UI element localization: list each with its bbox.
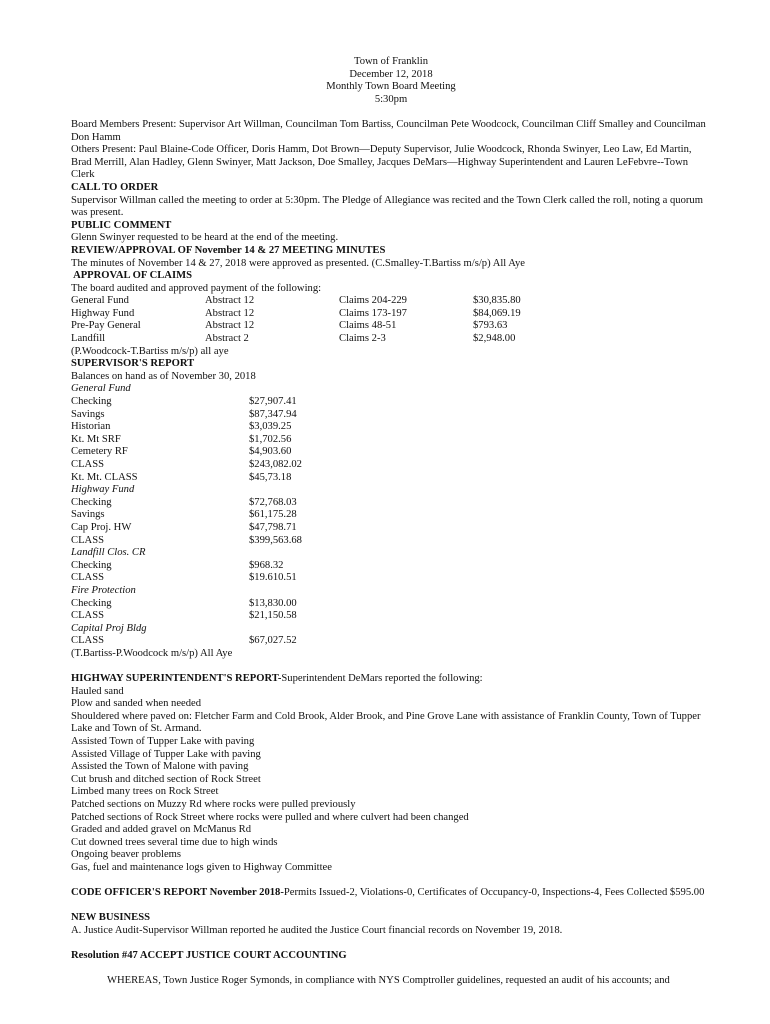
claims-fund: Landfill xyxy=(71,333,106,345)
balance-row xyxy=(71,610,711,623)
balance-row xyxy=(71,572,711,585)
highway-report-heading: HIGHWAY SUPERINTENDENT'S REPORT- xyxy=(71,673,282,685)
highway-item: Cut brush and ditched section of Rock Street xyxy=(71,773,261,785)
minutes-text: The minutes of November 14 & 27, 2018 were approved as presented. (C.Smalley-T.Bartiss m/s/p) All Aye xyxy=(71,257,525,269)
balance-amount: $67,027.52 xyxy=(249,635,297,647)
highway-items xyxy=(71,686,711,875)
code-officer-heading: CODE OFFICER'S REPORT November 2018- xyxy=(71,887,284,899)
balance-row xyxy=(71,509,711,522)
claims-range: Claims 204-229 xyxy=(339,295,407,307)
resolution-text: WHEREAS, Town Justice Roger Symonds, in compliance with NYS Comptroller guidelines, requested an audit of his accounts; and xyxy=(107,975,670,987)
balance-row xyxy=(71,598,711,611)
claims-abstract: Abstract 12 xyxy=(205,295,255,307)
balance-amount: $13,830.00 xyxy=(249,597,297,609)
fund-group-title: Landfill Clos. CR xyxy=(71,547,146,559)
balance-amount: $19.610.51 xyxy=(249,572,297,584)
meeting-time: 5:30pm xyxy=(374,93,408,105)
balances-list xyxy=(71,383,711,647)
balance-row xyxy=(71,472,711,485)
claims-abstract: Abstract 2 xyxy=(205,333,249,345)
balance-row xyxy=(71,434,711,447)
claims-row xyxy=(71,320,711,333)
balance-row xyxy=(71,560,711,573)
balance-label: Historian xyxy=(71,421,111,433)
resolution-heading: Resolution #47 ACCEPT JUSTICE COURT ACCOUNTING xyxy=(71,950,347,962)
balance-row xyxy=(71,497,711,510)
highway-item: Hauled sand xyxy=(71,685,124,697)
supervisor-report-heading: SUPERVISOR'S REPORT xyxy=(71,358,195,370)
balance-row xyxy=(71,459,711,472)
claims-range: Claims 173-197 xyxy=(339,307,407,319)
balance-amount: $47,798.71 xyxy=(249,521,297,533)
balance-amount: $243,082.02 xyxy=(249,459,302,470)
highway-item: Plow and sanded when needed xyxy=(71,698,202,710)
minutes-heading: REVIEW/APPROVAL OF November 14 & 27 MEETING MINUTES xyxy=(71,244,386,256)
claims-abstract: Abstract 12 xyxy=(205,307,255,319)
highway-item: Shouldered where paved on: Fletcher Farm and Cold Brook, Alder Brook, and Pine Grove Lane with assistance of Franklin County, Town of Tupper Lake and Town of St. Armand. xyxy=(71,710,701,735)
balance-label: Cap Proj. HW xyxy=(71,521,132,533)
balance-row xyxy=(71,446,711,459)
balance-label: CLASS xyxy=(71,459,104,470)
balance-row xyxy=(71,522,711,535)
supervisor-report-intro: Balances on hand as of November 30, 2018 xyxy=(71,370,256,382)
balance-label: CLASS xyxy=(71,610,104,622)
balance-label: Savings xyxy=(71,408,105,420)
balance-label: Checking xyxy=(71,597,112,609)
highway-report-title xyxy=(71,673,711,686)
highway-item: Graded and added gravel on McManus Rd xyxy=(71,824,252,836)
claims-intro: The board audited and approved payment of the following: xyxy=(71,282,322,294)
balance-amount: $72,768.03 xyxy=(249,496,297,508)
fund-group-title: Fire Protection xyxy=(71,584,136,596)
balance-row xyxy=(71,396,711,409)
balance-label: Checking xyxy=(71,559,112,571)
balance-amount: $968.32 xyxy=(249,559,284,571)
code-officer-report xyxy=(71,887,711,900)
balance-amount: $399,563.68 xyxy=(249,534,302,546)
balance-label: CLASS xyxy=(71,635,104,647)
highway-item: Limbed many trees on Rock Street xyxy=(71,786,219,798)
claims-range: Claims 2-3 xyxy=(339,333,386,345)
balance-amount: $27,907.41 xyxy=(249,396,297,408)
balance-amount: $45,73.18 xyxy=(249,471,292,483)
supervisor-motion: (T.Bartiss-P.Woodcock m/s/p) All Aye xyxy=(71,647,233,659)
board-members-present: Board Members Present: Supervisor Art Willman, Councilman Tom Bartiss, Councilman Pete Woodcock, Councilman Cliff Smalley and Councilman Don Hamm xyxy=(71,118,706,143)
call-to-order-text: Supervisor Willman called the meeting to order at 5:30pm. The Pledge of Allegiance was recited and the Town Clerk called the roll, noting a quorum was present. xyxy=(71,194,703,219)
meeting-type: Monthly Town Board Meeting xyxy=(326,81,456,93)
balance-amount: $21,150.58 xyxy=(249,610,297,622)
claims-row xyxy=(71,308,711,321)
balance-label: Checking xyxy=(71,396,112,408)
balance-row xyxy=(71,635,711,648)
claims-fund: Pre-Pay General xyxy=(71,320,141,332)
fund-group-title: Capital Proj Bldg xyxy=(71,622,147,634)
balance-amount: $1,702.56 xyxy=(249,433,292,445)
code-officer-text: Permits Issued-2, Violations-0, Certificates of Occupancy-0, Inspections-4, Fees Collected $595.00 xyxy=(283,887,705,899)
call-to-order-heading: CALL TO ORDER xyxy=(71,181,159,193)
balance-amount: $61,175.28 xyxy=(249,509,297,521)
balance-row xyxy=(71,409,711,422)
claims-amount: $30,835.80 xyxy=(473,295,521,307)
highway-item: Patched sections of Rock Street where rocks were pulled and where culvert had been changed xyxy=(71,811,469,823)
highway-item: Cut downed trees several time due to high winds xyxy=(71,836,278,848)
claims-table xyxy=(71,295,711,345)
fund-group-title: Highway Fund xyxy=(71,484,135,496)
balance-label: Checking xyxy=(71,496,112,508)
new-business-heading: NEW BUSINESS xyxy=(71,912,150,924)
claims-fund: General Fund xyxy=(71,295,129,307)
claims-heading: APPROVAL OF CLAIMS xyxy=(71,270,192,282)
others-present: Others Present: Paul Blaine-Code Officer, Doris Hamm, Dot Brown—Deputy Supervisor, Julie Woodcock, Rhonda Swinyer, Leo Law, Ed Martin, Brad Merrill, Alan Hadley, Glenn Swinyer, Matt Jackson, Doe Smalley, Jacques DeMars—Highway Superintendent and Lauren LeFebvre--Town Clerk xyxy=(71,144,692,181)
balance-amount: $87,347.94 xyxy=(249,408,297,420)
claims-row xyxy=(71,295,711,308)
balance-label: Cemetery RF xyxy=(71,446,128,458)
balance-label: Kt. Mt SRF xyxy=(71,433,121,445)
public-comment-text: Glenn Swinyer requested to be heard at the end of the meeting. xyxy=(71,232,339,244)
balance-amount: $4,903.60 xyxy=(249,446,292,458)
claims-amount: $793.63 xyxy=(473,320,508,332)
balance-row xyxy=(71,421,711,434)
balance-label: CLASS xyxy=(71,572,104,584)
meeting-date: December 12, 2018 xyxy=(349,68,433,80)
highway-report-intro: Superintendent DeMars reported the following: xyxy=(281,673,483,685)
balance-row xyxy=(71,535,711,548)
highway-item: Patched sections on Muzzy Rd where rocks were pulled previously xyxy=(71,799,356,811)
document-header xyxy=(71,56,711,106)
claims-amount: $2,948.00 xyxy=(473,333,516,345)
claims-amount: $84,069.19 xyxy=(473,307,521,319)
highway-item: Assisted Town of Tupper Lake with paving xyxy=(71,736,255,748)
highway-item: Assisted the Town of Malone with paving xyxy=(71,761,249,773)
claims-range: Claims 48-51 xyxy=(339,320,397,332)
highway-item: Ongoing beaver problems xyxy=(71,849,182,861)
new-business-text: A. Justice Audit-Supervisor Willman reported he audited the Justice Court financial records on November 19, 2018. xyxy=(71,924,563,936)
claims-abstract: Abstract 12 xyxy=(205,320,255,332)
town-name: Town of Franklin xyxy=(354,56,428,67)
fund-group-title: General Fund xyxy=(71,383,131,395)
balance-label: CLASS xyxy=(71,534,104,546)
highway-item: Assisted Village of Tupper Lake with paving xyxy=(71,748,261,760)
highway-item: Gas, fuel and maintenance logs given to Highway Committee xyxy=(71,862,332,873)
claims-row xyxy=(71,333,711,346)
balance-label: Savings xyxy=(71,509,105,521)
claims-fund: Highway Fund xyxy=(71,307,135,319)
balance-amount: $3,039.25 xyxy=(249,421,292,433)
claims-motion: (P.Woodcock-T.Bartiss m/s/p) all aye xyxy=(71,345,229,357)
minutes-document xyxy=(71,56,711,988)
balance-label: Kt. Mt. CLASS xyxy=(71,471,138,483)
public-comment-heading: PUBLIC COMMENT xyxy=(71,219,172,231)
